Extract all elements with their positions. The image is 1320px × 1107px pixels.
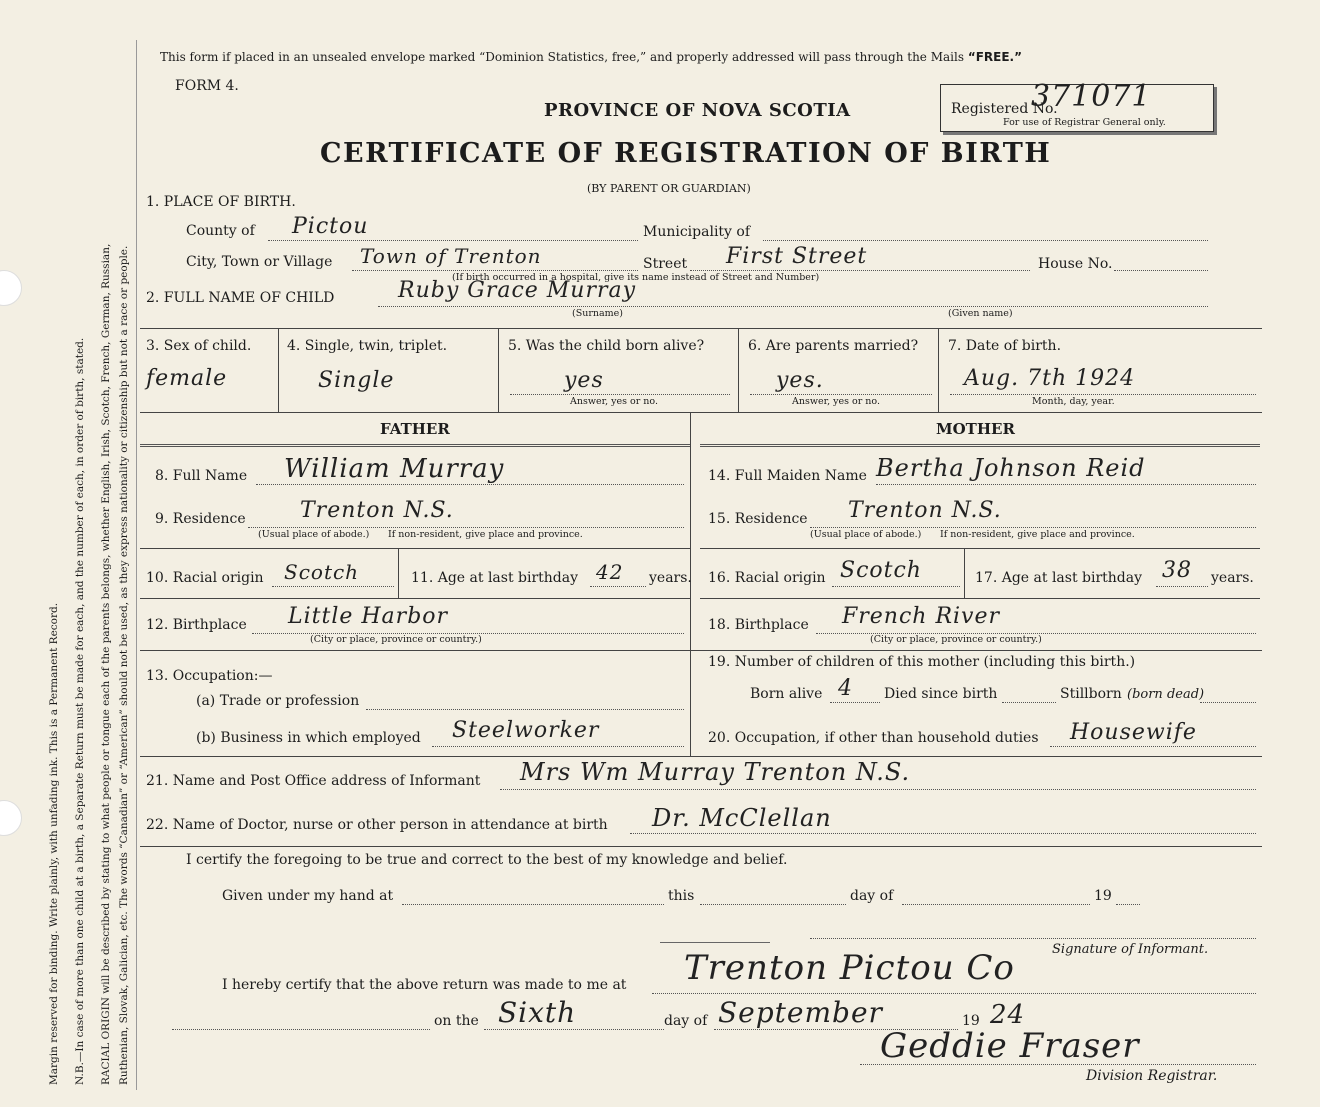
given-this-label: this xyxy=(668,888,695,904)
postal-note-text: This form if placed in an unsealed envelope marked “Dominion Statistics, free,” and properly addressed will pass through the Mails xyxy=(160,50,964,64)
married-label: 6. Are parents married? xyxy=(748,338,919,354)
born-alive-value: yes xyxy=(564,368,604,393)
given-year-prefix: 19 xyxy=(1094,888,1112,904)
father-birthplace-note: (City or place, province or country.) xyxy=(310,634,482,645)
mother-birthplace-note: (City or place, province or country.) xyxy=(870,634,1042,645)
surname-note: (Surname) xyxy=(572,308,623,319)
informant-value: Mrs Wm Murray Trenton N.S. xyxy=(520,758,911,786)
city-value: Town of Trenton xyxy=(360,244,542,268)
father-name-value: William Murray xyxy=(284,454,505,484)
on-the-label: on the xyxy=(434,1013,479,1029)
mother-age-unit: years. xyxy=(1211,570,1254,586)
stillborn-note: (born dead) xyxy=(1127,687,1205,702)
registered-note: For use of Registrar General only. xyxy=(1003,117,1166,128)
certificate-subtitle: (BY PARENT OR GUARDIAN) xyxy=(587,182,751,195)
mother-occupation-value: Housewife xyxy=(1070,720,1197,745)
given-name-note: (Given name) xyxy=(948,308,1013,319)
mother-occupation-label: 20. Occupation, if other than household duties xyxy=(708,730,1039,746)
father-racial-value: Scotch xyxy=(284,560,360,584)
margin-note-racial-origin: RACIAL ORIGIN will be described by stating to what people or tongue each of the parents belongs, whether English, Irish, Scotch, French, German, Russian, xyxy=(100,243,112,1085)
mother-racial-value: Scotch xyxy=(840,558,922,583)
stillborn-label: Stillborn xyxy=(1060,686,1122,702)
business-value: Steelworker xyxy=(452,718,600,743)
father-header: FATHER xyxy=(380,420,450,438)
year-prefix2: 19 xyxy=(962,1013,980,1029)
city-label: City, Town or Village xyxy=(186,254,333,270)
municipality-label: Municipality of xyxy=(643,224,751,240)
registered-number: 371071 xyxy=(1031,79,1152,114)
father-birthplace-label: 12. Birthplace xyxy=(146,617,247,633)
street-label: Street xyxy=(643,256,688,272)
given-under-label: Given under my hand at xyxy=(222,888,394,904)
county-value: Pictou xyxy=(292,214,369,239)
punch-hole-bottom xyxy=(0,800,22,836)
mother-residence-label: 15. Residence xyxy=(708,511,808,527)
day-of2-label: day of xyxy=(664,1013,708,1029)
mother-name-value: Bertha Johnson Reid xyxy=(876,454,1146,482)
father-birthplace-value: Little Harbor xyxy=(288,604,449,629)
father-residence-note-b: If non-resident, give place and province. xyxy=(388,529,583,540)
father-age-value: 42 xyxy=(596,560,624,584)
business-label: (b) Business in which employed xyxy=(196,730,421,746)
married-value: yes. xyxy=(776,368,824,393)
certification-statement: I certify the foregoing to be true and correct to the best of my knowledge and belief. xyxy=(186,852,788,868)
father-age-label: 11. Age at last birthday xyxy=(411,570,579,586)
row-bottom-rule xyxy=(140,412,1262,413)
hospital-note: (If birth occurred in a hospital, give its name instead of Street and Number) xyxy=(452,272,820,283)
row-top-rule xyxy=(140,328,1262,329)
father-name-label: 8. Full Name xyxy=(155,468,248,484)
mother-residence-value: Trenton N.S. xyxy=(848,498,1002,523)
mother-racial-label: 16. Racial origin xyxy=(708,570,826,586)
father-residence-note-a: (Usual place of abode.) xyxy=(258,529,370,540)
child-name-label: 2. FULL NAME OF CHILD xyxy=(146,290,335,306)
plurality-value: Single xyxy=(318,368,395,393)
certificate-title: CERTIFICATE OF REGISTRATION OF BIRTH xyxy=(320,138,1052,169)
registrar-label: Division Registrar. xyxy=(1086,1068,1218,1084)
doctor-label: 22. Name of Doctor, nurse or other person in attendance at birth xyxy=(146,817,608,833)
margin-note-binding: Margin reserved for binding. Write plainly, with unfading ink. This is a Permanent Record. xyxy=(48,602,60,1085)
father-age-unit: years. xyxy=(649,570,692,586)
given-day-of-label: day of xyxy=(850,888,894,904)
registrar-signature: Geddie Fraser xyxy=(880,1026,1140,1066)
birth-date-label: 7. Date of birth. xyxy=(948,338,1062,354)
father-residence-label: 9. Residence xyxy=(155,511,246,527)
margin-note-multiple-births: N.B.—In case of more than one child at a birth, a Separate Return must be made for each, and the number of each, in order of birth, stated. xyxy=(74,337,86,1085)
registered-box xyxy=(940,79,1214,132)
margin-note-nationality: Ruthenian, Slovak, Galician, etc. The words “Canadian” or “American” should not be used, as they express nationality or citizenship but not a race or people. xyxy=(118,245,130,1085)
province-title: PROVINCE OF NOVA SCOTIA xyxy=(544,100,851,121)
informant-label: 21. Name and Post Office address of Informant xyxy=(146,773,481,789)
trade-label: (a) Trade or profession xyxy=(196,693,360,709)
born-alive-label: 5. Was the child born alive? xyxy=(508,338,705,354)
plurality-label: 4. Single, twin, triplet. xyxy=(287,338,448,354)
father-racial-label: 10. Racial origin xyxy=(146,570,264,586)
married-note: Answer, yes or no. xyxy=(792,396,881,407)
died-label: Died since birth xyxy=(884,686,998,702)
street-value: First Street xyxy=(726,244,868,269)
sex-label: 3. Sex of child. xyxy=(146,338,252,354)
child-name-value: Ruby Grace Murray xyxy=(398,278,637,303)
month-value: September xyxy=(718,996,883,1029)
return-place-value: Trenton Pictou Co xyxy=(684,948,1015,988)
mother-age-value: 38 xyxy=(1162,558,1192,583)
signature-informant-label: Signature of Informant. xyxy=(1052,942,1209,957)
form-number: FORM 4. xyxy=(175,78,239,94)
mother-age-label: 17. Age at last birthday xyxy=(975,570,1143,586)
doctor-value: Dr. McClellan xyxy=(652,804,832,832)
center-divider xyxy=(690,412,691,650)
punch-hole-top xyxy=(0,270,22,306)
born-alive-count-value: 4 xyxy=(838,676,853,701)
mother-residence-note-a: (Usual place of abode.) xyxy=(810,529,922,540)
registered-label: Registered No. xyxy=(951,101,1058,117)
birth-date-note: Month, day, year. xyxy=(1032,396,1115,407)
father-residence-value: Trenton N.S. xyxy=(300,498,454,523)
mother-name-label: 14. Full Maiden Name xyxy=(708,468,867,484)
children-label: 19. Number of children of this mother (including this birth.) xyxy=(708,654,1136,670)
postal-note-free: “FREE.” xyxy=(967,50,1022,64)
sex-value: female xyxy=(146,366,228,391)
mother-residence-note-b: If non-resident, give place and province. xyxy=(940,529,1135,540)
year-value: 24 xyxy=(990,1000,1026,1030)
birth-date-value: Aug. 7th 1924 xyxy=(964,366,1136,391)
s1-label: 1. PLACE OF BIRTH. xyxy=(146,194,296,210)
occupation-label: 13. Occupation:— xyxy=(146,668,273,684)
mother-header: MOTHER xyxy=(936,420,1015,438)
postal-note xyxy=(160,50,1022,64)
mother-birthplace-value: French River xyxy=(842,604,1001,629)
county-label: County of xyxy=(186,223,255,239)
on-the-value: Sixth xyxy=(498,996,577,1029)
mother-birthplace-label: 18. Birthplace xyxy=(708,617,809,633)
house-label: House No. xyxy=(1038,256,1113,272)
return-label: I hereby certify that the above return was made to me at xyxy=(222,977,627,993)
born-alive-count-label: Born alive xyxy=(750,686,823,702)
born-alive-note: Answer, yes or no. xyxy=(570,396,659,407)
margin-rule xyxy=(136,40,137,1090)
